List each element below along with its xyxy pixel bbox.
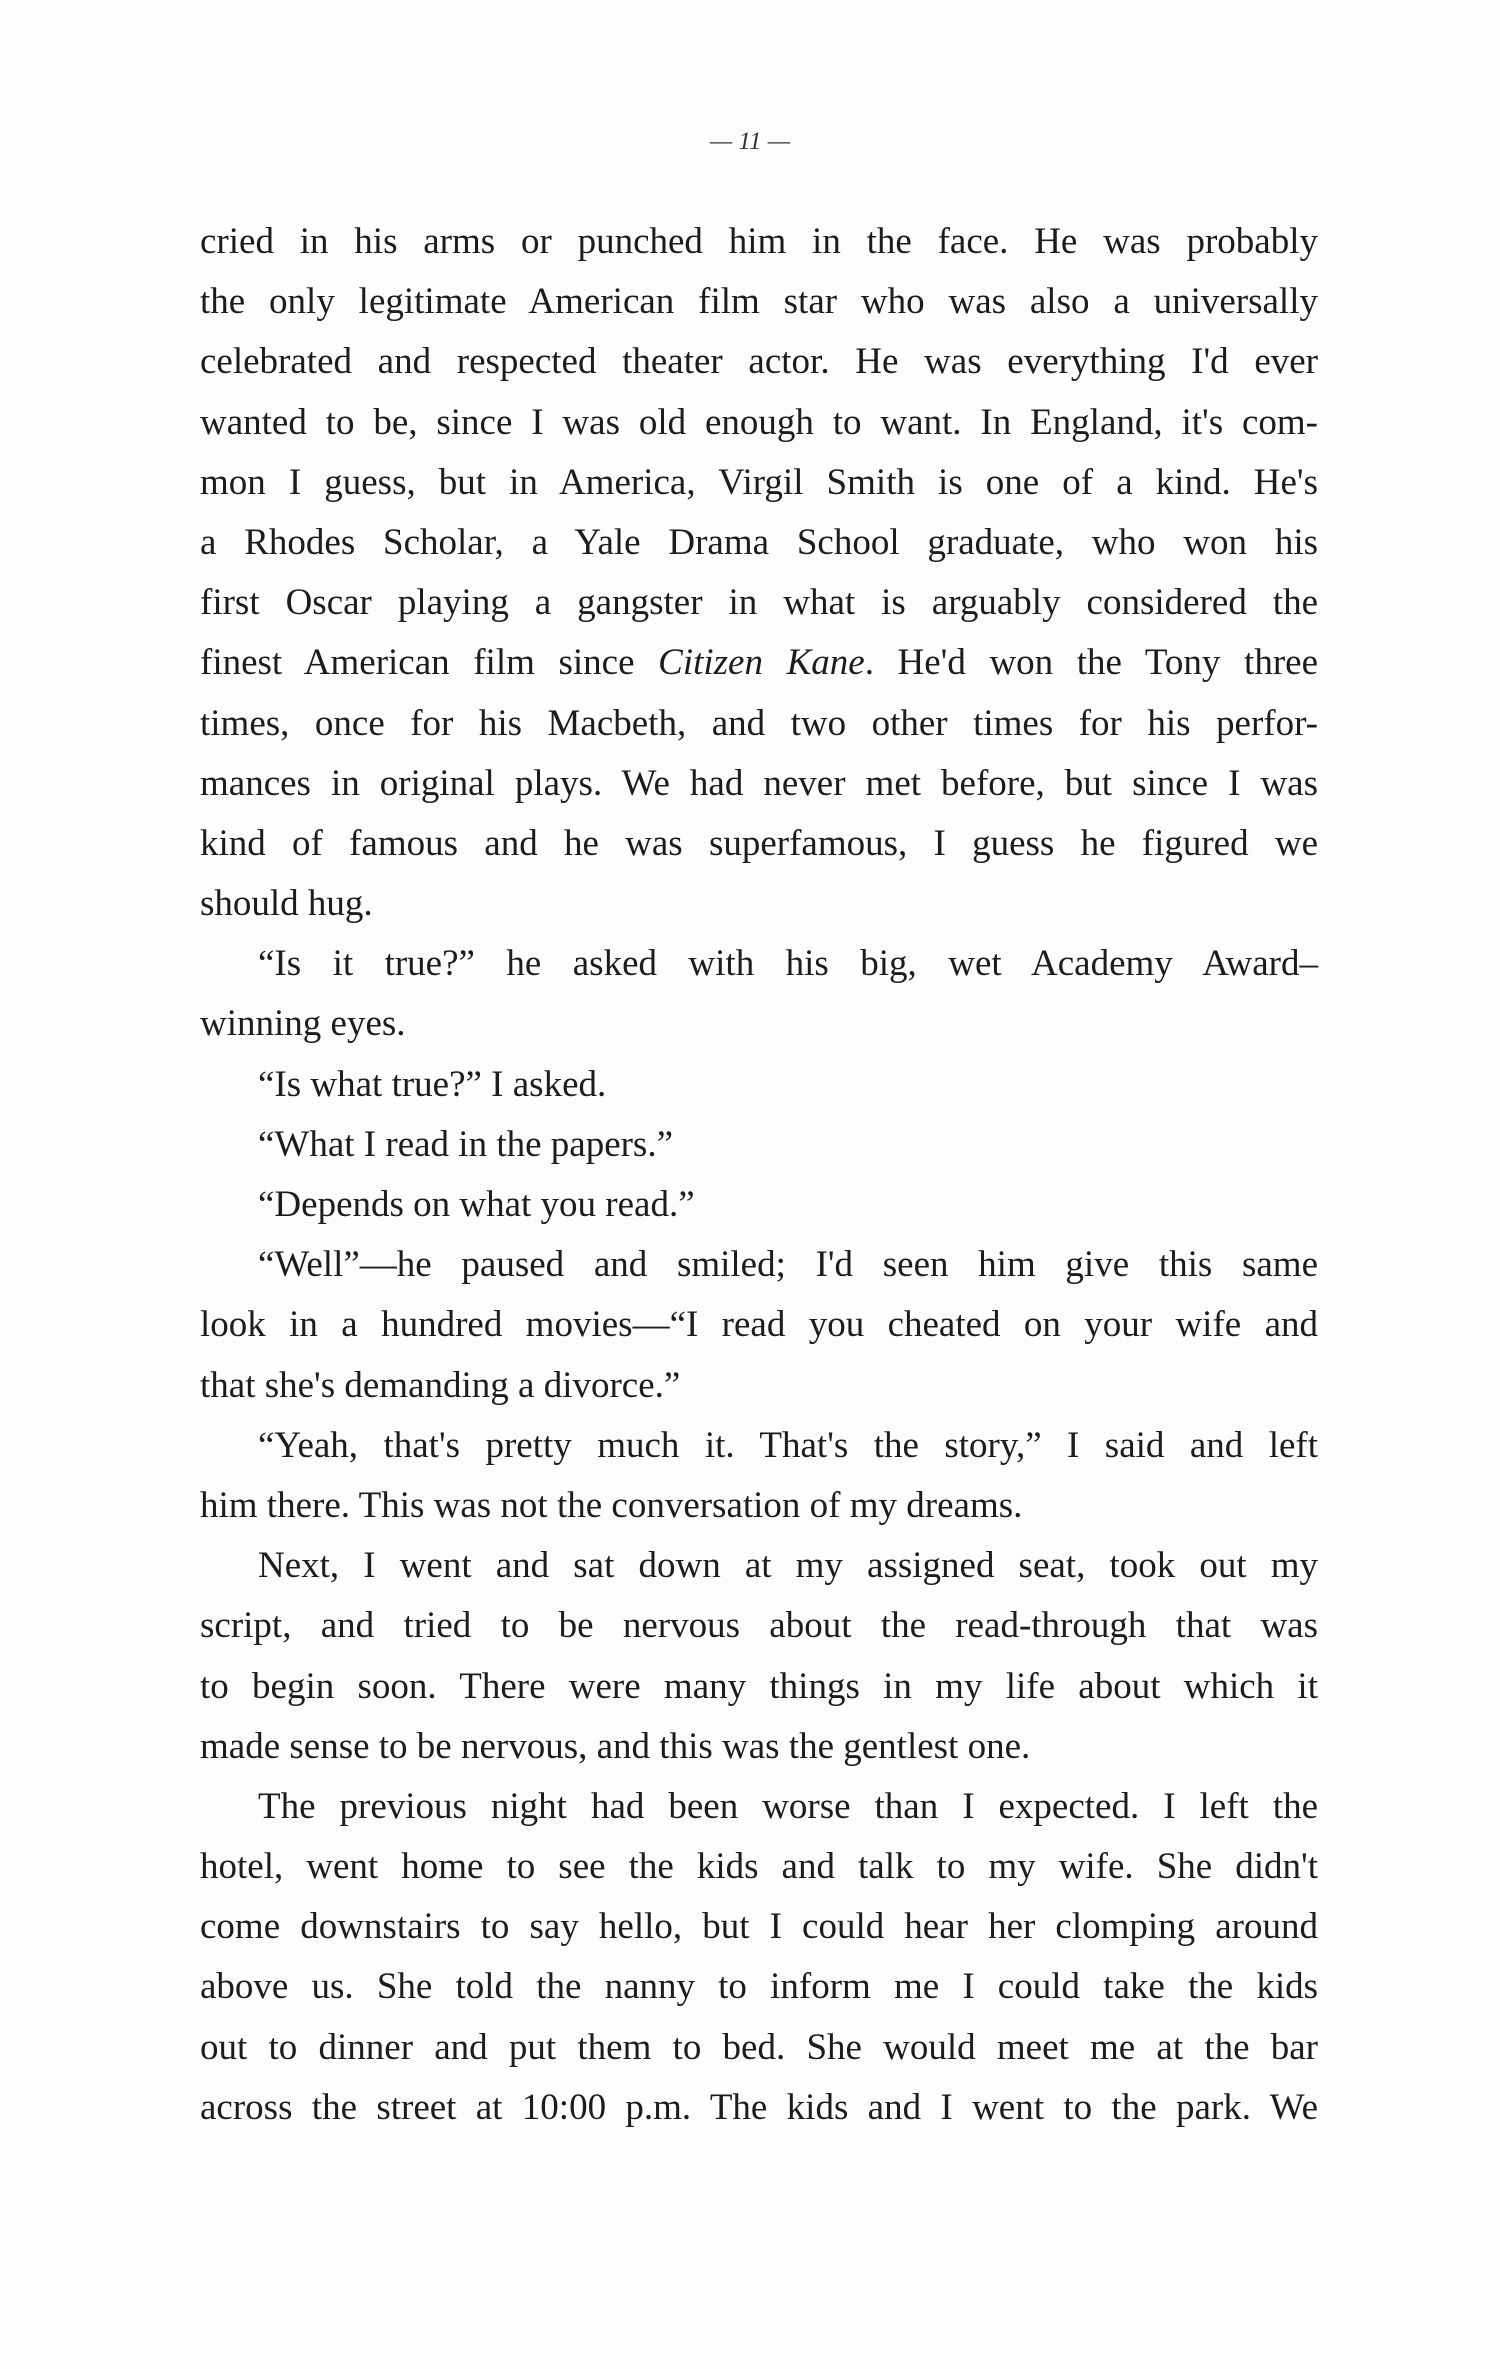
text-line: “Is what true?” I asked. — [258, 1063, 607, 1105]
text-line: kind of famous and he was superfamous, I guess he figured we — [200, 822, 1318, 864]
text-line: above us. She told the nanny to inform me I could take the kids — [200, 1966, 1318, 2008]
text-line-citizen-kane — [200, 633, 1318, 693]
text-line: mon I guess, but in America, Virgil Smith is one of a kind. He's — [200, 461, 1318, 503]
text-line: mances in original plays. We had never met before, but since I was — [200, 762, 1318, 804]
text-line: the only legitimate American film star who was also a universally — [200, 281, 1318, 323]
text-line: “Is it true?” he asked with his big, wet Academy Award– — [258, 943, 1318, 985]
film-title: Citizen Kane — [658, 642, 865, 684]
text-line: “Well”—he paused and smiled; I'd seen him give this same — [258, 1244, 1318, 1286]
text-line: first Oscar playing a gangster in what is arguably considered the — [200, 582, 1318, 624]
text-line: script, and tried to be nervous about the read-through that was — [200, 1605, 1318, 1647]
text-line: a Rhodes Scholar, a Yale Drama School graduate, who won his — [200, 521, 1318, 563]
text-line: hotel, went home to see the kids and talk to my wife. She didn't — [200, 1846, 1318, 1888]
text-line: him there. This was not the conversation of my dreams. — [200, 1484, 1023, 1526]
text-segment: finest American film since — [200, 642, 659, 684]
text-line: winning eyes. — [200, 1003, 406, 1045]
text-line: wanted to be, since I was old enough to want. In England, it's com- — [200, 401, 1318, 443]
text-line: celebrated and respected theater actor. He was everything I'd ever — [200, 341, 1318, 383]
text-line: that she's demanding a divorce.” — [200, 1364, 681, 1406]
text-line: “Depends on what you read.” — [258, 1184, 695, 1225]
text-line: Next, I went and sat down at my assigned seat, took out my — [258, 1545, 1318, 1587]
page-number: — 11 — — [709, 128, 791, 155]
body-text — [200, 212, 1318, 2138]
text-line: The previous night had been worse than I expected. I left the — [258, 1785, 1318, 1827]
text-line: “Yeah, that's pretty much it. That's the story,” I said and left — [258, 1424, 1318, 1466]
text-line: look in a hundred movies—“I read you cheated on your wife and — [200, 1304, 1318, 1346]
text-line: times, once for his Macbeth, and two other times for his perfor- — [200, 702, 1318, 744]
text-line: to begin soon. There were many things in my life about which it — [200, 1665, 1318, 1707]
text-line: made sense to be nervous, and this was the gentlest one. — [200, 1725, 1031, 1767]
text-line: should hug. — [200, 883, 373, 925]
text-line: cried in his arms or punched him in the face. He was probably — [200, 221, 1318, 262]
text-line: come downstairs to say hello, but I could hear her clomping around — [200, 1906, 1318, 1948]
text-line: across the street at 10:00 p.m. The kids and I went to the park. We — [200, 2086, 1318, 2128]
text-line: out to dinner and put them to bed. She would meet me at the bar — [200, 2026, 1318, 2068]
text-line: “What I read in the papers.” — [258, 1123, 674, 1165]
text-segment: . He'd won the Tony three — [864, 642, 1318, 684]
